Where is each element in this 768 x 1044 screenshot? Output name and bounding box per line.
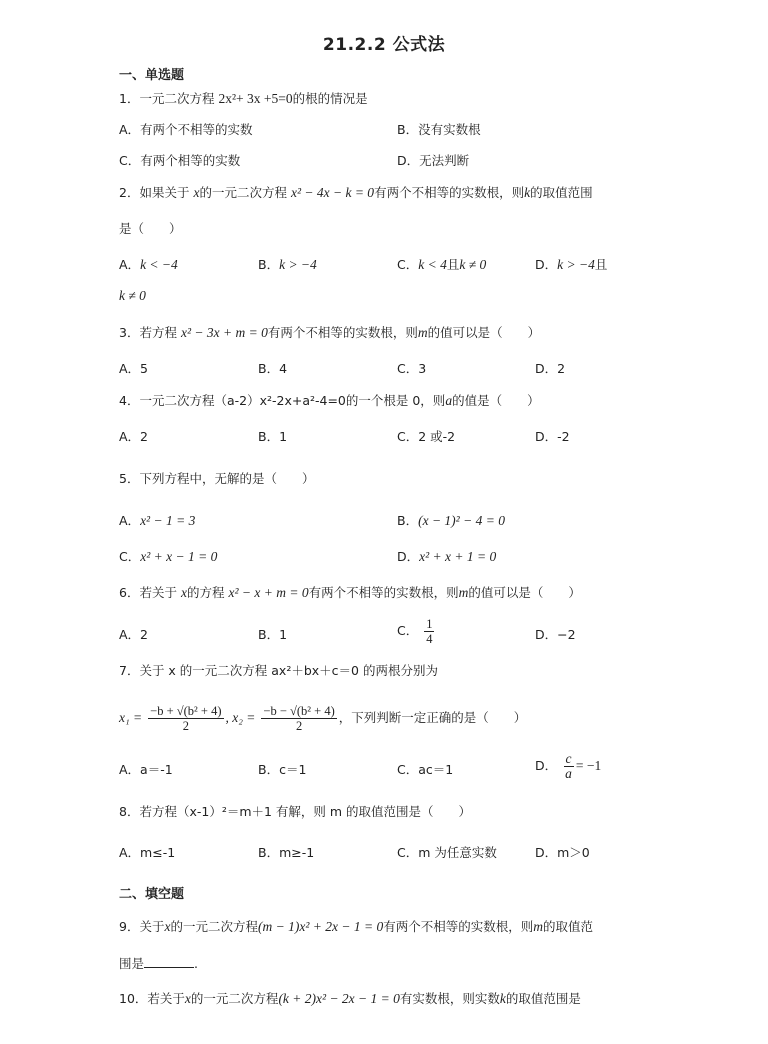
q6-option-d: D．−2 [535,627,576,642]
page-title: 21.2.2 公式法 [322,35,446,55]
q3-option-b: B．4 [258,361,288,376]
question-4: 4．一元二次方程（a-2）x²-2x+a²-4=0的一个根是 0，则a的值是（ ） [119,393,540,408]
q2-option-c: C．k < 4且k ≠ 0 [397,257,487,272]
q4-option-a: A．2 [119,429,149,444]
question-7: 7．关于 x 的一元二次方程 ax²＋bx＋c＝0 的两根分别为 [119,663,438,678]
q5-option-d: D．x² + x + 1 = 0 [397,549,497,564]
question-6: 6．若关于 x的方程 x² − x + m = 0有两个不相等的实数根，则m的值可以是（ ） [119,585,581,600]
q8-option-a: A．m≤-1 [119,845,176,860]
q5-option-a: A．x² − 1 = 3 [119,513,196,528]
q8-option-c: C．m 为任意实数 [397,845,497,860]
q1-option-c: C．有两个相等的实数 [119,153,241,168]
q7-option-a: A．a＝-1 [119,762,173,777]
q6-option-a: A．2 [119,627,149,642]
q7-option-c: C．ac＝1 [397,762,454,777]
question-2-line-2: 是（ ） [119,221,182,236]
q3-option-c: C．3 [397,361,427,376]
q7-root-1-fraction: $\frac{\text{−b + √(b² + 4)}}{2}$ [150,704,222,733]
section-heading-fill-in: 二、填空题 [119,887,185,902]
q7-root-2-fraction: $\frac{\text{−b − √(b² + 4)}}{2}$ [263,704,335,733]
question-5: 5．下列方程中，无解的是（ ） [119,471,315,486]
question-9: 9．关于x的一元二次方程(m − 1)x² + 2x − 1 = 0有两个不相等的实数根，则m的取值范 [119,919,593,934]
question-9-line-2: 围是 . [119,956,198,971]
q5-option-c: C．x² + x − 1 = 0 [119,549,218,564]
q6-option-b: B．1 [258,627,288,642]
q1-option-a: A．有两个不相等的实数 [119,122,253,137]
q8-option-d: D．m＞0 [535,845,590,860]
q1-option-d: D．无法判断 [397,153,470,168]
question-2: 2．如果关于 x的一元二次方程 x² − 4x − k = 0有两个不相等的实数根，则k的取值范围 [119,185,593,200]
question-7-roots: x₁ = $\frac{\text{−b + √(b² + 4)}}{2}$ , x₂ = $\frac{\text{−b − √(b² + 4)}}{2}$ ，下列判断一定正确的是（ ） [119,704,527,733]
q2-option-a: A．k < −4 [119,257,178,272]
q2-option-d-continued: k ≠ 0 [119,288,146,303]
q7-option-b: B．c＝1 [258,762,307,777]
q2-option-d: D．k > −4且 [535,257,608,272]
q6-option-c: C． $\frac{1}{4}$ [397,617,433,646]
q3-option-a: A．5 [119,361,149,376]
q2-option-b: B．k > −4 [258,257,317,272]
q1-option-b: B．没有实数根 [397,122,481,137]
q7-option-d-fraction: $\frac{c}{a}$ [565,751,572,781]
q8-option-b: B．m≥-1 [258,845,315,860]
question-10: 10．若关于x的一元二次方程(k + 2)x² − 2x − 1 = 0有实数根，则实数k的取值范围是 [119,991,581,1006]
q5-option-b: B．(x − 1)² − 4 = 0 [397,513,505,528]
question-1: 1．一元二次方程 2x²+ 3x +5=0的根的情况是 [119,91,368,106]
q4-option-d: D．-2 [535,429,570,444]
question-3: 3．若方程 x² − 3x + m = 0有两个不相等的实数根，则m的值可以是（ ） [119,325,541,340]
q6-option-c-fraction: $\frac{1}{4}$ [426,617,433,646]
q3-option-d: D．2 [535,361,566,376]
q4-option-c: C．2 或-2 [397,429,456,444]
section-heading-single-choice: 一、单选题 [119,68,185,83]
question-8: 8．若方程（x-1）²＝m＋1 有解，则 m 的取值范围是（ ） [119,804,472,819]
q7-option-d: D． $\frac{c}{a}$ = −1 [535,751,602,781]
answer-blank[interactable] [144,955,194,968]
q4-option-b: B．1 [258,429,288,444]
